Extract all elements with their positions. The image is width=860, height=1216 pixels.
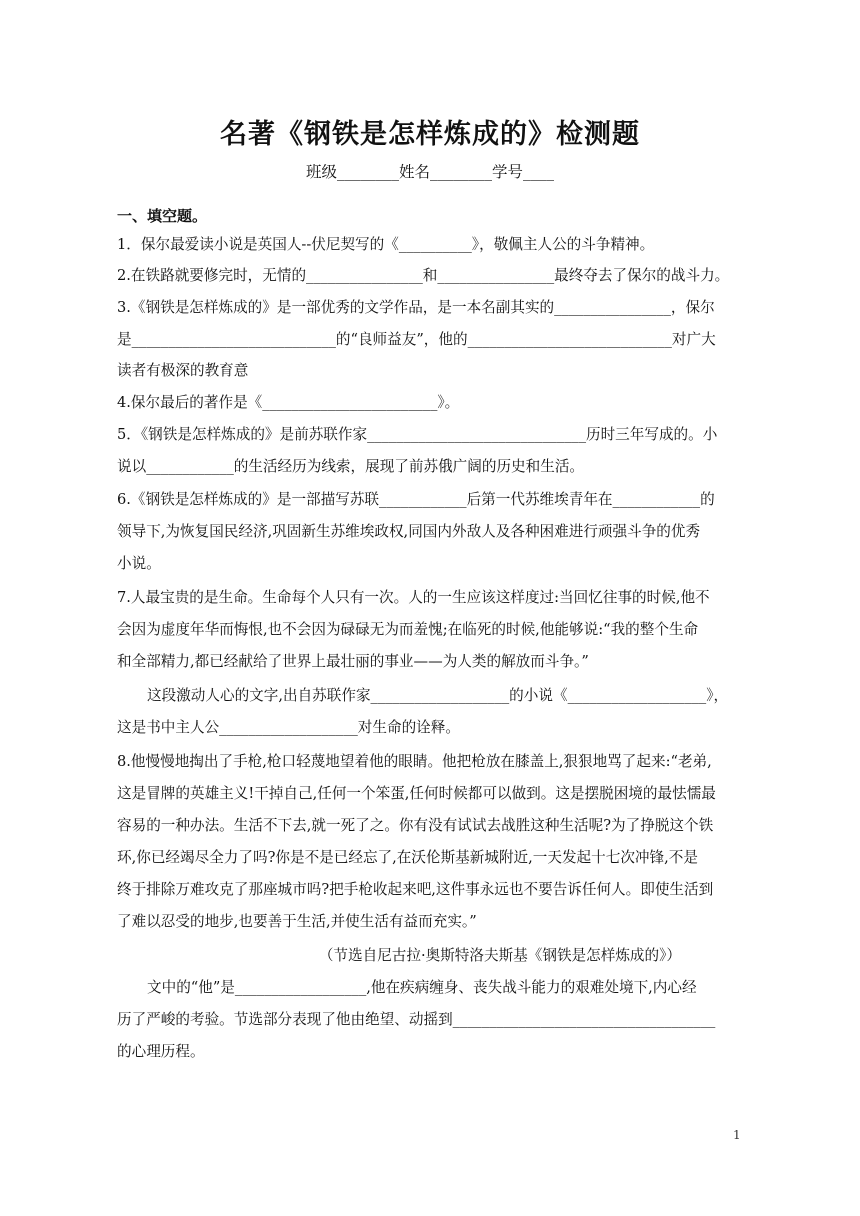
question-2: 2.在铁路就要修完时，无情的________________和________________最终夺去了保尔的战斗力。 (117, 267, 730, 284)
question-8-line-1: 8.他慢慢地掏出了手枪,枪口轻蔑地望着他的眼睛。他把枪放在膝盖上,狠狠地骂了起来:“老弟, (117, 753, 712, 770)
excerpt-source: （节选自尼古拉·奥斯特洛夫斯基《钢铁是怎样炼成的》） (318, 947, 681, 964)
page-title: 名著《钢铁是怎样炼成的》检测题 (220, 119, 640, 150)
student-info-line: 班级________姓名________学号____ (305, 163, 554, 181)
question-8-line-6: 了难以忍受的地步,也要善于生活,并使生活有益而充实。” (117, 913, 477, 930)
question-1: 1．保尔最爱读小说是英国人--伏尼契写的《__________》，敬佩主人公的斗争精神。 (117, 236, 655, 253)
question-8-prompt-line-1: 文中的“他”是__________________,他在疾病缠身、丧失战斗能力的艰难处境下,内心经 (147, 979, 697, 996)
question-7-line-4: 这段激动人心的文字,出自苏联作家___________________的小说《___________________》， (147, 687, 729, 704)
question-3-line-2: 是____________________________的“良师益友”，他的____________________________对广大 (117, 331, 716, 348)
question-6-line-2: 领导下,为恢复国民经济,巩固新生苏维埃政权,同国内外敌人及各种困难进行顽强斗争的优秀 (117, 523, 701, 540)
question-3-line-3: 读者有极深的教育意 (117, 362, 249, 379)
question-7-line-2: 会因为虚度年华而悔恨,也不会因为碌碌无为而羞愧;在临死的时候,他能够说:“我的整个生命 (117, 621, 699, 638)
question-8-line-4: 环,你已经竭尽全力了吗?你是不是已经忘了,在沃伦斯基新城附近,一天发起十七次冲锋,不是 (117, 849, 698, 866)
section-heading-fill-in: 一、填空题。 (117, 207, 208, 225)
question-8-line-3: 容易的一种办法。生活不下去,就一死了之。你有没有试试去战胜这种生活呢?为了挣脱这个铁 (117, 817, 714, 834)
question-7-line-3: 和全部精力,都已经献给了世界上最壮丽的事业——为人类的解放而斗争。” (117, 653, 589, 670)
question-7-line-1: 7.人最宝贵的是生命。生命每个人只有一次。人的一生应该这样度过:当回忆往事的时候,他不 (117, 589, 710, 606)
question-8-line-2: 这是冒牌的英雄主义!干掉自己,任何一个笨蛋,任何时候都可以做到。这是摆脱困境的最怯懦最 (117, 785, 716, 802)
question-6-line-1: 6.《钢铁是怎样炼成的》是一部描写苏联____________后第一代苏维埃青年在____________的 (117, 491, 715, 508)
question-8-line-5: 终于排除万难攻克了那座城市吗?把手枪收起来吧,这件事永远也不要告诉任何人。即使生活到 (117, 881, 714, 898)
page-number: 1 (733, 1128, 741, 1142)
question-8-prompt-line-2: 历了严峻的考验。节选部分表现了他由绝望、动摇到____________________________________ (117, 1011, 716, 1028)
question-5-line-2: 说以____________的生活经历为线索，展现了前苏俄广阔的历史和生活。 (117, 458, 585, 475)
question-8-prompt-line-3: 的心理历程。 (117, 1043, 205, 1060)
question-3-line-1: 3.《钢铁是怎样炼成的》是一部优秀的文学作品，是一本名副其实的________________，保尔 (117, 299, 715, 316)
question-6-line-3: 小说。 (117, 555, 161, 572)
question-4: 4.保尔最后的著作是《________________________》。 (117, 394, 460, 411)
question-5-line-1: 5．《钢铁是怎样炼成的》是前苏联作家______________________________历时三年写成的。小 (117, 426, 718, 443)
question-7-line-5: 这是书中主人公___________________对生命的诠释。 (117, 719, 460, 736)
